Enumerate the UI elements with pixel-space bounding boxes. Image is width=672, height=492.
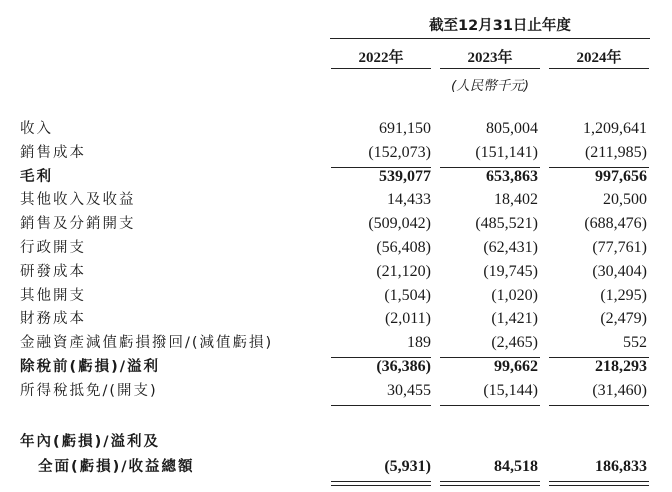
row-label: 銷售及分銷開支 [20,216,136,232]
row-value-2022: (152,073) [368,144,431,161]
row-value-2022: (509,042) [368,215,431,232]
row-value-2024: (2,479) [600,310,647,327]
row-value-2024: (1,295) [600,287,647,304]
year-header-2022: 2022年 [358,50,404,66]
row-value-2023: (151,141) [475,144,538,161]
row-value-2022: 189 [407,334,431,351]
total-value-2023: 84,518 [494,458,538,475]
row-value-2023: 805,004 [486,120,538,137]
total-label-line1: 年內(虧損)/溢利及 [20,434,161,450]
row-label: 其他收入及收益 [20,192,136,208]
row-value-2024: 218,293 [595,358,647,375]
row-value-2022: 30,455 [387,382,431,399]
total-double-underline-2024 [549,481,649,486]
impairment-underline-2022 [331,357,431,358]
row-value-2023: (15,144) [483,382,538,399]
row-value-2022: (21,120) [376,263,431,280]
row-value-2023: (1,020) [491,287,538,304]
row-value-2022: 539,077 [379,168,431,185]
row-value-2023: 18,402 [494,191,538,208]
cost-underline-2023 [440,167,540,168]
row-value-2022: (36,386) [376,358,431,375]
total-value-2024: 186,833 [595,458,647,475]
tax-underline-2022 [331,405,431,406]
period-header-rule [330,38,650,39]
row-label: 除稅前(虧損)/溢利 [20,359,161,375]
row-label: 研發成本 [20,264,86,280]
row-value-2024: (30,404) [592,263,647,280]
period-header: 截至12月31日止年度 [429,18,571,34]
impairment-underline-2023 [440,357,540,358]
year-rule-2023 [440,68,540,69]
total-value-2022: (5,931) [384,458,431,475]
row-value-2024: (31,460) [592,382,647,399]
row-value-2023: (19,745) [483,263,538,280]
row-label: 收入 [20,121,53,137]
row-label: 財務成本 [20,311,86,327]
row-label: 銷售成本 [20,145,86,161]
row-value-2024: 552 [623,334,647,351]
row-value-2023: (2,465) [491,334,538,351]
row-value-2024: 20,500 [603,191,647,208]
cost-underline-2022 [331,167,431,168]
row-label: 其他開支 [20,288,86,304]
impairment-underline-2024 [549,357,649,358]
row-value-2024: 997,656 [595,168,647,185]
row-label: 毛利 [20,169,53,185]
row-value-2023: 653,863 [486,168,538,185]
row-value-2024: (211,985) [584,144,647,161]
total-double-underline-2023 [440,481,540,486]
row-value-2023: (485,521) [475,215,538,232]
row-value-2022: (1,504) [384,287,431,304]
row-value-2023: (62,431) [483,239,538,256]
row-value-2023: 99,662 [494,358,538,375]
row-value-2022: 14,433 [387,191,431,208]
row-label: 所得稅抵免/(開支) [20,383,158,399]
year-rule-2024 [549,68,649,69]
row-value-2022: (2,011) [384,310,431,327]
row-value-2024: (688,476) [584,215,647,232]
row-value-2024: 1,209,641 [583,120,647,137]
total-double-underline-2022 [331,481,431,486]
unit-label: (人民幣千元) [450,78,530,94]
row-value-2022: (56,408) [376,239,431,256]
tax-underline-2024 [549,405,649,406]
row-value-2023: (1,421) [491,310,538,327]
row-value-2024: (77,761) [592,239,647,256]
row-value-2022: 691,150 [379,120,431,137]
year-rule-2022 [331,68,431,69]
cost-underline-2024 [549,167,649,168]
year-header-2024: 2024年 [576,50,622,66]
row-label: 行政開支 [20,240,86,256]
year-header-2023: 2023年 [467,50,513,66]
tax-underline-2023 [440,405,540,406]
total-label-line2: 全面(虧損)/收益總額 [38,459,195,475]
row-label: 金融資產減值虧損撥回/(減值虧損) [20,335,274,351]
